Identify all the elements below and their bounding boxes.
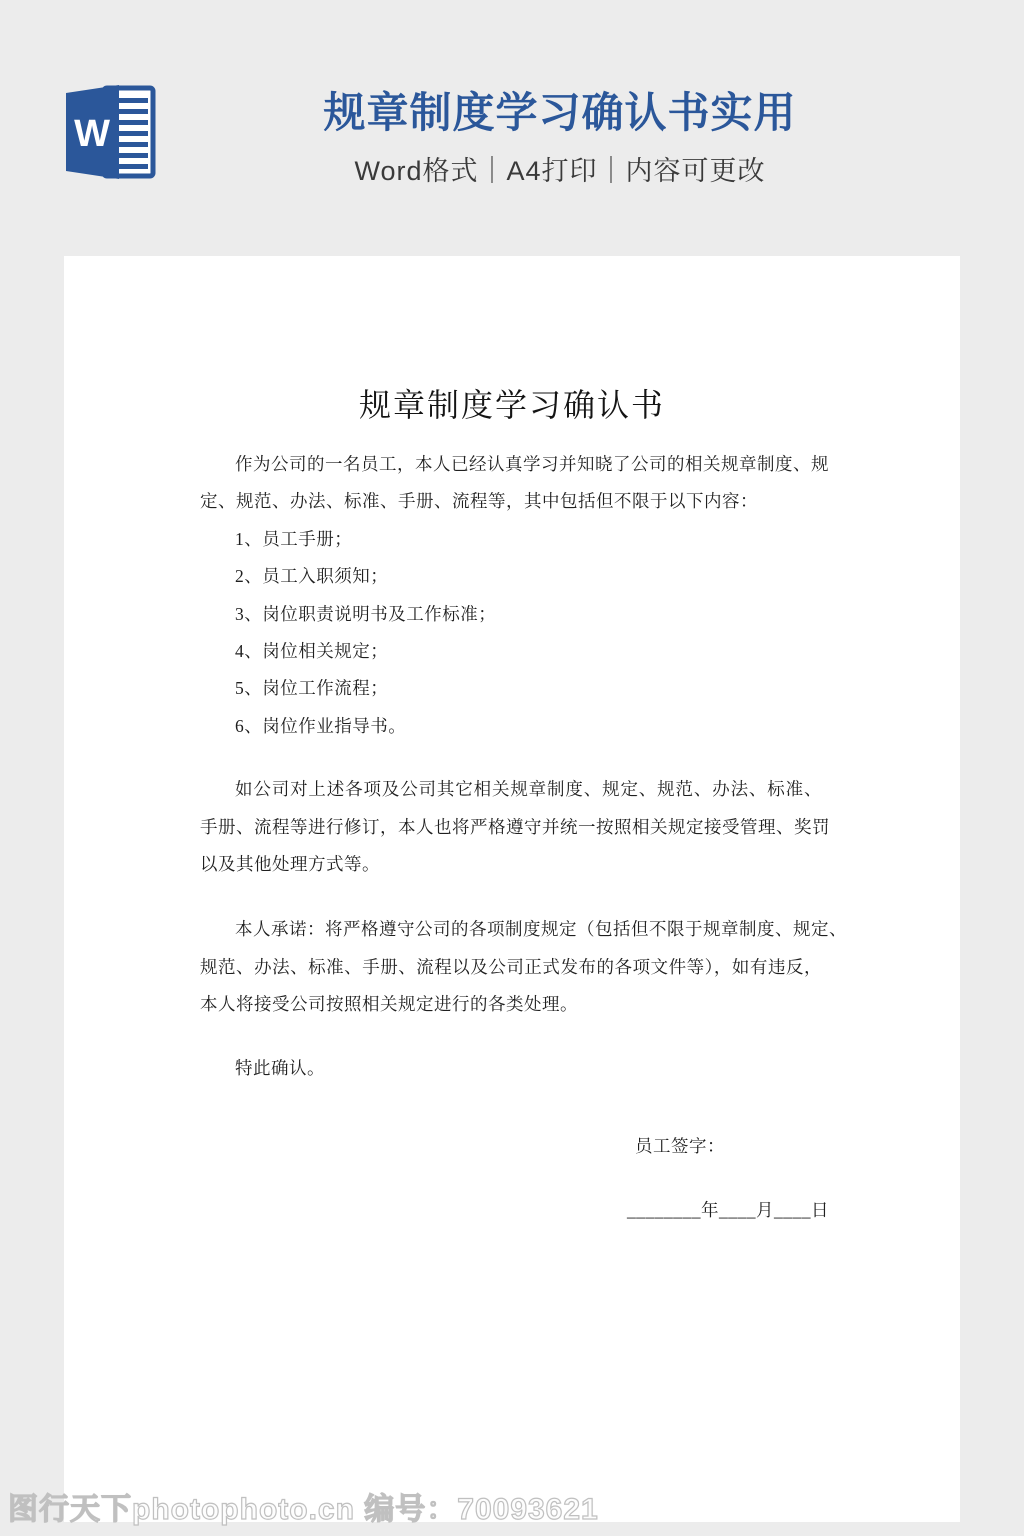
signature-label: 员工签字：: [635, 1135, 725, 1156]
list-item: 5、岗位工作流程；: [235, 678, 389, 699]
paragraph-spacer: [200, 1165, 822, 1192]
revision-clause-line: 以及其他处理方式等。: [200, 853, 380, 874]
list-item: 6、岗位作业指导书。: [235, 715, 407, 736]
header: [96, 88, 1024, 187]
intro-line: 定、规范、办法、标准、手册、流程等，其中包括但不限于以下内容：: [200, 491, 758, 512]
document-body: [200, 446, 847, 1230]
list-item: 1、员工手册；: [235, 528, 353, 549]
word-icon-letter: W: [74, 113, 110, 155]
commitment-line: 规范、办法、标准、手册、流程以及公司正式发布的各项文件等），如有违反，: [200, 956, 822, 977]
paragraph-spacer: [200, 745, 822, 771]
date-line: ________年____月____日: [627, 1200, 829, 1221]
revision-clause-line: 如公司对上述各项及公司其它相关规章制度、规定、规范、办法、标准、: [235, 779, 822, 800]
paragraph-spacer: [200, 1088, 822, 1128]
template-title: 规章制度学习确认书实用: [323, 89, 797, 136]
list-item: 3、岗位职责说明书及工作标准；: [235, 603, 497, 624]
document-page: [64, 256, 960, 1522]
intro-line: 作为公司的一名员工，本人已经认真学习并知晓了公司的相关规章制度、规: [235, 454, 829, 474]
confirmation-line: 特此确认。: [235, 1058, 325, 1079]
site-watermark: 图行天下photophoto.cn 编号：70093621: [8, 1493, 599, 1526]
paragraph-spacer: [200, 1023, 822, 1050]
document-title: 规章制度学习确认书: [358, 387, 665, 423]
list-item: 4、岗位相关规定；: [235, 640, 389, 661]
list-item: 2、员工入职须知；: [235, 566, 389, 587]
commitment-line: 本人承诺：将严格遵守公司的各项制度规定（包括但不限于规章制度、规定、: [235, 919, 847, 940]
template-subtitle: Word格式｜A4打印｜内容可更改: [354, 156, 766, 186]
paragraph-spacer: [200, 883, 822, 911]
revision-clause-line: 手册、流程等进行修订，本人也将严格遵守并统一按照相关规定接受管理、奖罚: [200, 816, 830, 837]
commitment-line: 本人将接受公司按照相关规定进行的各类处理。: [200, 994, 578, 1015]
